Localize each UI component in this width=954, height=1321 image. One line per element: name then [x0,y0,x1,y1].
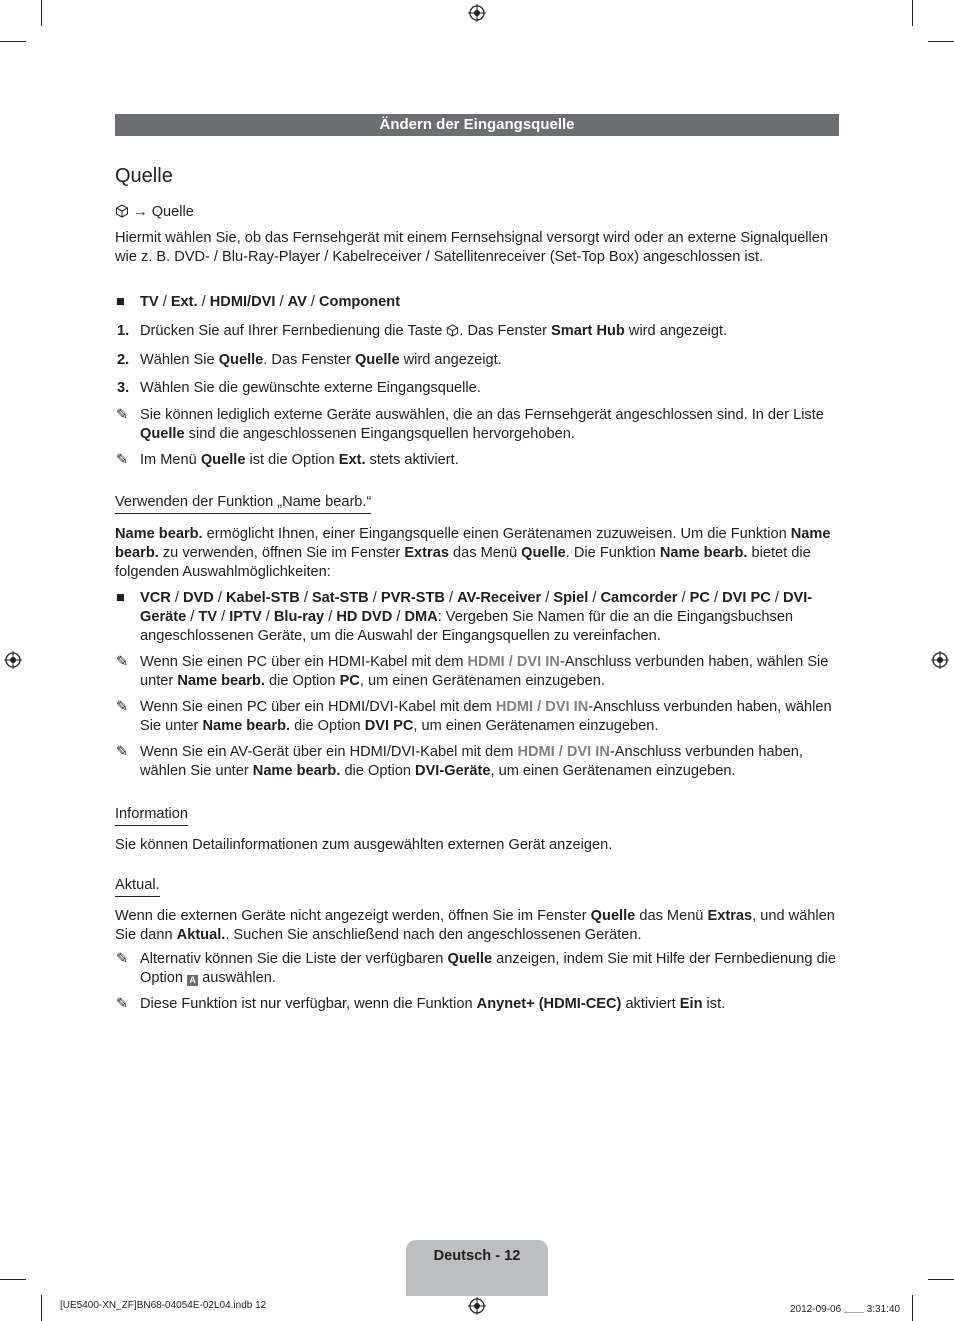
intro-text: Hiermit wählen Sie, ob das Fernsehgerät mit einem Fernsehsignal versorgt wird oder an externe Signalquellen wie z. B. DVD- / Blu-Ray-Player / Kabelreceiver / Satellitenreceiver (Set-Top Box) angeschlossen ist. [115,230,829,265]
note: Diese Funktion ist nur verfügbar, wenn die Funktion Anynet+ (HDMI-CEC) aktiviert Ein ist. [140,996,726,1012]
source-component: Component [318,294,401,310]
source-hdmi-dvi: HDMI/DVI [209,294,276,310]
crop-mark [41,0,42,26]
crop-mark [41,1295,42,1321]
crop-mark [912,0,913,26]
information-text: Sie können Detailinformationen zum ausgewählten externen Gerät anzeigen. [115,837,613,853]
a-button-icon: A [187,975,198,986]
note: Wenn Sie ein AV-Gerät über ein HDMI/DVI-Kabel mit dem HDMI / DVI IN-Anschluss verbunden haben, wählen Sie unter Name bearb. die Option DVI-Geräte, um einen Gerätenamen einzugeben. [140,744,803,779]
crop-mark [928,1279,954,1280]
step-number: 2. [117,352,130,368]
subsection-title-refresh: Aktual. [115,876,160,897]
source-tv: TV [140,294,159,310]
step-2: Wählen Sie Quelle. Das Fenster Quelle wird angezeigt. [140,352,502,368]
menu-path [115,203,839,222]
note-pencil-icon: ✎ [116,951,129,967]
note: Wenn Sie einen PC über ein HDMI/DVI-Kabel mit dem HDMI / DVI IN-Anschluss verbunden haben, wählen Sie unter Name bearb. die Option DVI PC, um einen Gerätenamen einzugeben. [140,699,832,734]
note-pencil-icon: ✎ [116,744,129,760]
device-list: VCR / DVD / Kabel-STB / Sat-STB / PVR-STB / AV-Receiver / Spiel / Camcorder / PC / DVI PC / DVI-Geräte / TV / IPTV / Blu-ray / HD DVD / DMA: Vergeben Sie Namen für die an die Eingangsbuchsen angeschlossenen Geräte, um die Auswahl der Eingangsquellen zu vereinfachen. [140,590,813,644]
menu-path-text: → Quelle [133,204,194,220]
step-1: Drücken Sie auf Ihrer Fernbedienung die Taste . Das Fenster Smart Hub wird angezeigt. [140,323,728,339]
note-pencil-icon: ✎ [116,699,129,715]
square-bullet-icon: ■ [116,590,125,606]
note-pencil-icon: ✎ [116,452,129,468]
note: Im Menü Quelle ist die Option Ext. stets aktiviert. [140,452,459,468]
note-pencil-icon: ✎ [116,654,129,670]
crop-mark [928,41,954,42]
refresh-text: Wenn die externen Geräte nicht angezeigt werden, öffnen Sie im Fenster Quelle das Menü Extras, und wählen Sie dann Aktual.. Suchen Sie anschließend nach den angeschlossenen Geräten. [115,908,835,943]
subsection-title-rename: Verwenden der Funktion „Name bearb.“ [115,493,371,514]
crop-mark [0,1279,26,1280]
square-bullet-icon: ■ [116,294,125,310]
step-3: Wählen Sie die gewünschte externe Eingangsquelle. [140,380,481,396]
note-pencil-icon: ✎ [116,407,129,423]
section-header-bar: Ändern der Eingangsquelle [115,114,839,136]
note: Alternativ können Sie die Liste der verfügbaren Quelle anzeigen, indem Sie mit Hilfe der Fernbedienung die Option A auswählen. [140,951,837,986]
step-number: 1. [117,323,130,339]
print-file-info: [UE5400-XN_ZF]BN68-04054E-02L04.indb 12 [60,1300,267,1311]
registration-mark-icon [4,651,22,669]
source-list: TV / Ext. / HDMI/DVI / AV / Component [140,294,401,310]
crop-mark [0,41,26,42]
registration-mark-icon [931,651,949,669]
note-pencil-icon: ✎ [116,996,129,1012]
rename-text: Name bearb. ermöglicht Ihnen, einer Eingangsquelle einen Gerätenamen zuzuweisen. Um die Funktion Name bearb. zu verwenden, öffnen Sie im Fenster Extras das Menü Quelle. Die Funktion Name bearb. bietet die folgenden Auswahlmöglichkeiten: [115,526,831,580]
step-number: 3. [117,380,130,396]
crop-mark [912,1295,913,1321]
menu-cube-icon [115,204,129,218]
registration-mark-icon [468,4,486,22]
subsection-title-information: Information [115,805,188,826]
note: Wenn Sie einen PC über ein HDMI-Kabel mit dem HDMI / DVI IN-Anschluss verbunden haben, wählen Sie unter Name bearb. die Option PC, um einen Gerätenamen einzugeben. [140,654,829,689]
note: Sie können lediglich externe Geräte auswählen, die an das Fernsehgerät angeschlossen sind. In der Liste Quelle sind die angeschlossenen Eingangsquellen hervorgehoben. [140,407,824,442]
menu-cube-icon [446,324,459,337]
source-ext: Ext. [170,294,198,310]
page-number-tab: Deutsch - 12 [406,1240,548,1296]
page-title: Quelle [115,165,173,187]
print-timestamp: 2012-09-06 ＿＿ 3:31:40 [790,1304,901,1315]
source-av: AV [287,294,307,310]
registration-mark-icon [468,1297,486,1315]
